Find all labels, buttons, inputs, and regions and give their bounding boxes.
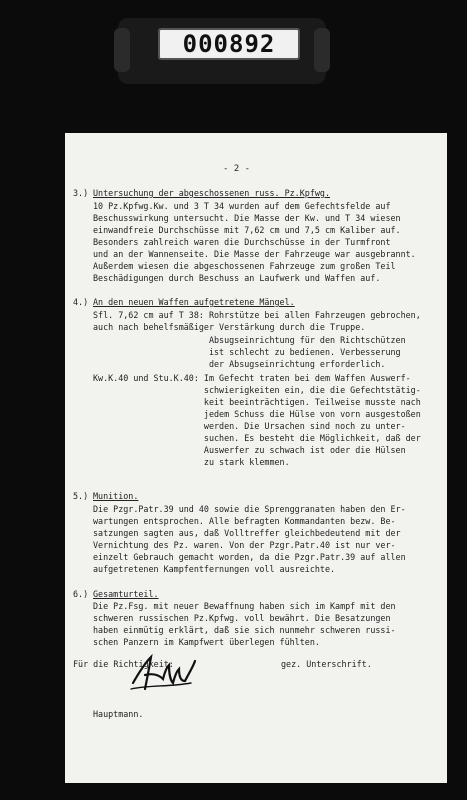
closing-certification: Für die Richtigkeit:: [73, 659, 174, 669]
section-4-line: Absugseinrichtung für den Richtschützen: [93, 335, 406, 345]
section-5-line: satzungen sagten aus, daß Volltreffer gleichbedeutend mit der: [93, 528, 401, 538]
section-4-line: werden. Die Ursachen sind noch zu unter-: [93, 421, 406, 431]
section-4-line: schwierigkeiten ein, die die Gefechtstätig-: [93, 385, 421, 395]
handwritten-signature: [129, 651, 199, 696]
section-5-line: wartungen entsprochen. Alle befragten Kommandanten bezw. Be-: [93, 516, 396, 526]
section-4-line: der Absugseinrichtung erforderlich.: [93, 359, 386, 369]
section-5-heading: Munition.: [93, 491, 139, 501]
section-3-line: Außerdem wiesen die abgeschossenen Fahrzeuge zum großen Teil: [93, 261, 396, 271]
section-3-line: 10 Pz.Kpfwg.Kw. und 3 T 34 wurden auf dem Gefechtsfelde auf: [93, 201, 391, 211]
document-page: [65, 133, 447, 783]
section-4-line: Auswerfer zu schwach ist oder die Hülsen: [93, 445, 406, 455]
section-4-heading: An den neuen Waffen aufgetretene Mängel.: [93, 297, 295, 307]
section-5-line: aufgetretenen Kampfentfernungen voll ausreichte.: [93, 564, 336, 574]
section-3-heading: Untersuchung der abgeschossenen russ. Pz.Kpfwg.: [93, 188, 330, 198]
section-6-line: Die Pz.Fsg. mit neuer Bewaffnung haben sich im Kampf mit den: [93, 601, 396, 611]
section-3-line: und an der Wannenseite. Die Masse der Fahrzeuge war ausgebrannt.: [93, 249, 416, 259]
section-3-line: Beschädigungen durch Beschuss an Laufwerk und Waffen auf.: [93, 273, 381, 283]
section-5-line: Vernichtung des Pz. waren. Von der Pzgr.Patr.40 ist nur ver-: [93, 540, 396, 550]
section-6-line: schen Panzern im Kampfwert überlegen fühlten.: [93, 637, 320, 647]
closing-signature-note: gez. Unterschrift.: [281, 659, 372, 669]
section-6-line: haben einmütig erklärt, daß sie sich nunmehr schweren russi-: [93, 625, 396, 635]
page-number: - 2 -: [223, 164, 251, 174]
section-4-line: ist schlecht zu bedienen. Verbesserung: [93, 347, 401, 357]
section-3-line: Beschusswirkung untersucht. Die Masse der Kw. und T 34 wiesen: [93, 213, 401, 223]
section-4-line: jedem Schuss die Hülse von vorn ausgestoßen: [93, 409, 421, 419]
section-3-number: 3.): [73, 188, 89, 198]
section-4-line: keit beeinträchtigen. Teilweise musste nach: [93, 397, 421, 407]
section-6-number: 6.): [73, 589, 89, 599]
counter-knob-right: [314, 28, 330, 72]
section-5-line: Die Pzgr.Patr.39 und 40 sowie die Sprenggranaten haben den Er-: [93, 504, 406, 514]
section-6-line: schweren russischen Pz.Kpfwg. voll bewährt. Die Besatzungen: [93, 613, 391, 623]
signer-rank: Hauptmann.: [93, 709, 144, 719]
section-4-line: auch nach behelfsmäßiger Verstärkung durch die Truppe.: [93, 322, 366, 332]
section-4-number: 4.): [73, 297, 89, 307]
counter-knob-left: [114, 28, 130, 72]
section-4-line: zu stark klemmen.: [93, 457, 290, 467]
frame-counter: [118, 18, 326, 84]
section-4-line: suchen. Es besteht die Möglichkeit, daß der: [93, 433, 421, 443]
counter-digits: 000892: [158, 28, 300, 60]
section-4-line: Kw.K.40 und Stu.K.40: Im Gefecht traten bei dem Waffen Auswerf-: [93, 373, 411, 383]
section-3-line: Besonders zahlreich waren die Durchschüsse in der Turmfront: [93, 237, 391, 247]
section-5-number: 5.): [73, 491, 89, 501]
section-4-line: Sfl. 7,62 cm auf T 38: Rohrstütze bei allen Fahrzeugen gebrochen,: [93, 310, 421, 320]
section-5-line: einzelt Gebrauch gemacht worden, da die Pzgr.Patr.39 auf allen: [93, 552, 406, 562]
section-6-heading: Gesamturteil.: [93, 589, 159, 599]
section-3-line: einwandfreie Durchschüsse mit 7,62 cm und 7,5 cm Kaliber auf.: [93, 225, 401, 235]
